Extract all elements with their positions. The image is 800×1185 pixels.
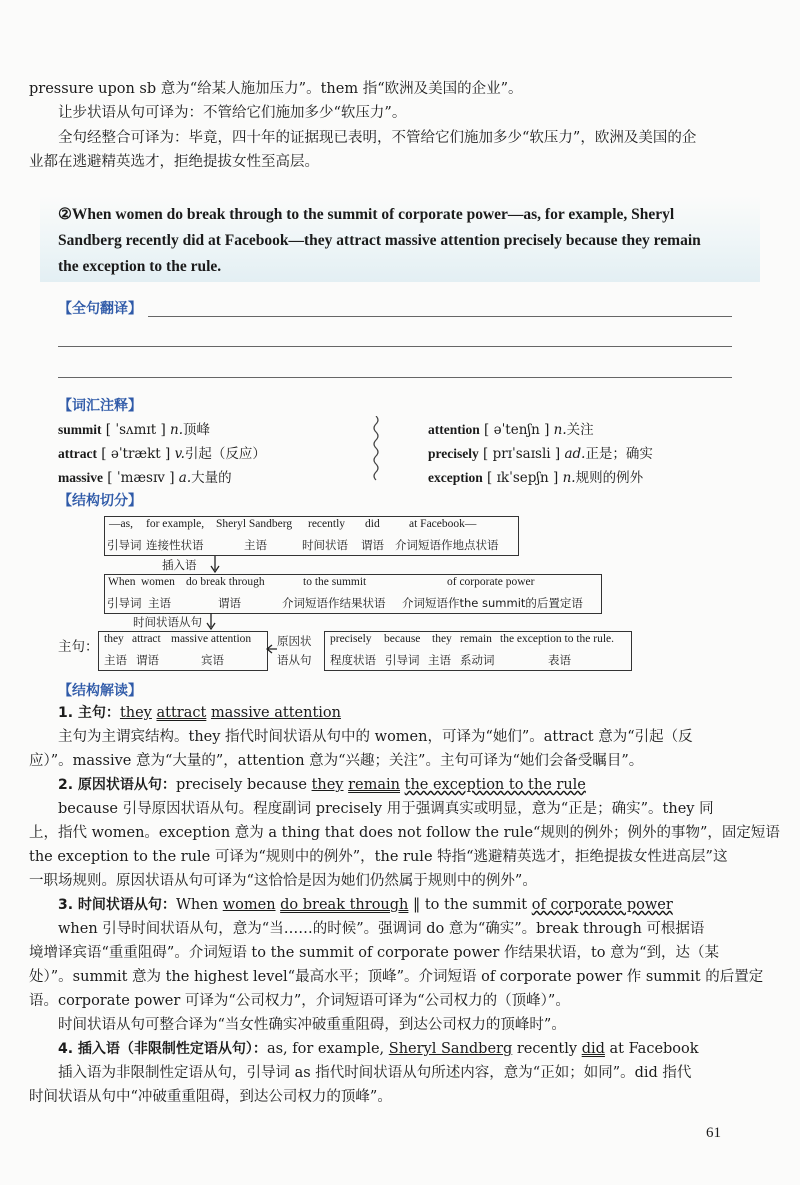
section-2-line: 上，指代 women。exception 意为 a thing that does not follow the rule“规则的例外；例外的事物”，固定短语 (29, 825, 780, 841)
section-4-heading: 4. 插入语（非限制性定语从句）：as, for example, Sheryl Sandberg recently did at Facebook (58, 1041, 699, 1057)
vocab-divider-ornament (370, 416, 382, 484)
sentence-number: ② (58, 206, 72, 223)
vocab-entry: exception [ ɪkˈsepʃn ] n.规则的例外 (428, 470, 644, 486)
section-3-heading: 3. 时间状语从句：When women do break through ‖ to the summit of corporate power (58, 897, 673, 913)
arrow-down-icon (206, 613, 216, 631)
cause-clause-label: 语从句 (277, 653, 312, 667)
section-3-line: 境增译宾语“重重阻碍”。介词短语 to the summit of corporate power 作结果状语，to 意为“到，达（某 (29, 945, 720, 961)
intro-line-4: 业都在逃避精英选才，拒绝提拔女性至高层。 (29, 154, 319, 170)
diagram-tag: 程度状语 (330, 653, 376, 667)
diagram-word: precisely (330, 633, 372, 645)
vocab-entry: attract [ əˈtrækt ] v.引起（反应） (58, 446, 266, 462)
diagram-word: women (141, 576, 175, 588)
diagram-word: remain (460, 633, 492, 645)
answer-line[interactable] (148, 316, 732, 317)
diagram-tag: 谓语 (136, 653, 159, 667)
translate-label: 【全句翻译】 (58, 301, 142, 317)
diagram-word: for example, (146, 518, 205, 530)
diagram-tag: 主语 (148, 596, 171, 610)
sentence-line-2: Sandberg recently did at Facebook—they attract massive attention precisely because they remain (58, 232, 701, 249)
diagram-word: —as, (109, 518, 133, 530)
diagram-word: the exception to the rule. (500, 633, 615, 645)
section-2-line: 一职场规则。原因状语从句可译为“这恰恰是因为她们仍然属于规则中的例外”。 (29, 873, 537, 889)
section-2-line: because 引导原因状语从句。程度副词 precisely 用于强调真实或明显，意为“正是；确实”。they 同 (58, 801, 714, 817)
diagram-tag: 谓语 (361, 538, 384, 552)
section-1-line: 应）”。massive 意为“大量的”，attention 意为“兴趣；关注”。主句可译为“她们会备受瞩目”。 (29, 753, 644, 769)
vocab-entry: massive [ ˈmæsɪv ] a.大量的 (58, 470, 232, 486)
diagram-tag: 介词短语作the summit的后置定语 (402, 596, 583, 610)
intro-line-2: 让步状语从句可译为：不管给它们施加多少“软压力”。 (58, 105, 407, 121)
section-3-line: 处）”。summit 意为 the highest level“最高水平；顶峰”。介词短语 of corporate power 作 summit 的后置定 (29, 969, 764, 985)
diagram-word: When (108, 576, 136, 588)
section-2-line: the exception to the rule 可译为“规则中的例外”，the rule 特指“逃避精英选才，拒绝提拔女性进高层”这 (29, 849, 728, 865)
diagram-tag: 连接性状语 (146, 538, 204, 552)
diagram-word: massive attention (171, 633, 252, 645)
diagram-word: did (365, 518, 380, 530)
time-clause-label: 时间状语从句 (133, 615, 202, 629)
diagram-tag: 引导词 (107, 596, 142, 610)
section-3-line: 语。corporate power 可译为“公司权力”，介词短语可译为“公司权力的（顶峰）”。 (29, 993, 570, 1009)
diagram-tag: 引导词 (107, 538, 142, 552)
diagram-word: because (384, 633, 421, 645)
diagram-tag: 主语 (244, 538, 267, 552)
reading-label: 【结构解读】 (58, 683, 142, 699)
diagram-word: to the summit (303, 576, 367, 588)
diagram-word: at Facebook— (409, 518, 477, 530)
cause-clause-label: 原因状 (277, 634, 312, 648)
diagram-word: recently (308, 518, 346, 530)
split-label: 【结构切分】 (58, 493, 142, 509)
section-1-heading: 1. 主句：they attract massive attention (58, 705, 341, 721)
intro-line-3: 全句经整合可译为：毕竟，四十年的证据现已表明，不管给它们施加多少“软压力”，欧洲及美国的企 (58, 130, 697, 146)
section-4-line: 时间状语从句中“冲破重重阻碍，到达公司权力的顶峰”。 (29, 1089, 392, 1105)
diagram-word: Sheryl Sandberg (216, 518, 293, 530)
answer-line[interactable] (58, 346, 732, 347)
vocab-entry: precisely [ prɪˈsaɪsli ] ad.正是；确实 (428, 446, 653, 462)
diagram-word: they (432, 633, 452, 645)
diagram-word: they (104, 633, 124, 645)
vocab-entry: attention [ əˈtenʃn ] n.关注 (428, 422, 594, 438)
arrow-down-icon (210, 556, 220, 574)
diagram-tag: 介词短语作结果状语 (282, 596, 386, 610)
diagram-tag: 表语 (548, 653, 571, 667)
vocab-label: 【词汇注释】 (58, 398, 142, 414)
diagram-word: of corporate power (447, 576, 535, 588)
main-clause-label: 主句： (58, 639, 99, 655)
diagram-word: attract (132, 633, 161, 645)
diagram-tag: 时间状语 (302, 538, 348, 552)
diagram-tag: 谓语 (218, 596, 241, 610)
sentence-line-3: the exception to the rule. (58, 258, 222, 275)
diagram-tag: 介词短语作地点状语 (395, 538, 499, 552)
section-3-line: 时间状语从句可整合译为“当女性确实冲破重重阻碍，到达公司权力的顶峰时”。 (58, 1017, 566, 1033)
diagram-tag: 系动词 (460, 653, 495, 667)
section-4-line: 插入语为非限制性定语从句，引导词 as 指代时间状语从句所述内容，意为“正如；如同”。did 指代 (58, 1065, 692, 1081)
section-1-line: 主句为主谓宾结构。they 指代时间状语从句中的 women，可译为“她们”。attract 意为“引起（反 (58, 729, 693, 745)
diagram-tag: 主语 (428, 653, 451, 667)
diagram-tag: 宾语 (201, 653, 224, 667)
intro-line-1: pressure upon sb 意为“给某人施加压力”。them 指“欧洲及美国的企业”。 (29, 81, 523, 97)
section-2-heading: 2. 原因状语从句：precisely because they remain the exception to the rule (58, 777, 586, 793)
page-number: 61 (706, 1125, 721, 1141)
diagram-tag: 主语 (104, 653, 127, 667)
section-3-line: when 引导时间状语从句，意为“当……的时候”。强调词 do 意为“确实”。break through 可根据语 (58, 921, 705, 937)
sentence-line-1: ②When women do break through to the summit of corporate power—as, for example, Sheryl (58, 206, 675, 223)
answer-line[interactable] (58, 377, 732, 378)
insert-label: 插入语 (162, 558, 197, 572)
diagram-word: do break through (186, 576, 265, 588)
vocab-entry: summit [ ˈsʌmɪt ] n.顶峰 (58, 422, 211, 438)
diagram-tag: 引导词 (385, 653, 420, 667)
